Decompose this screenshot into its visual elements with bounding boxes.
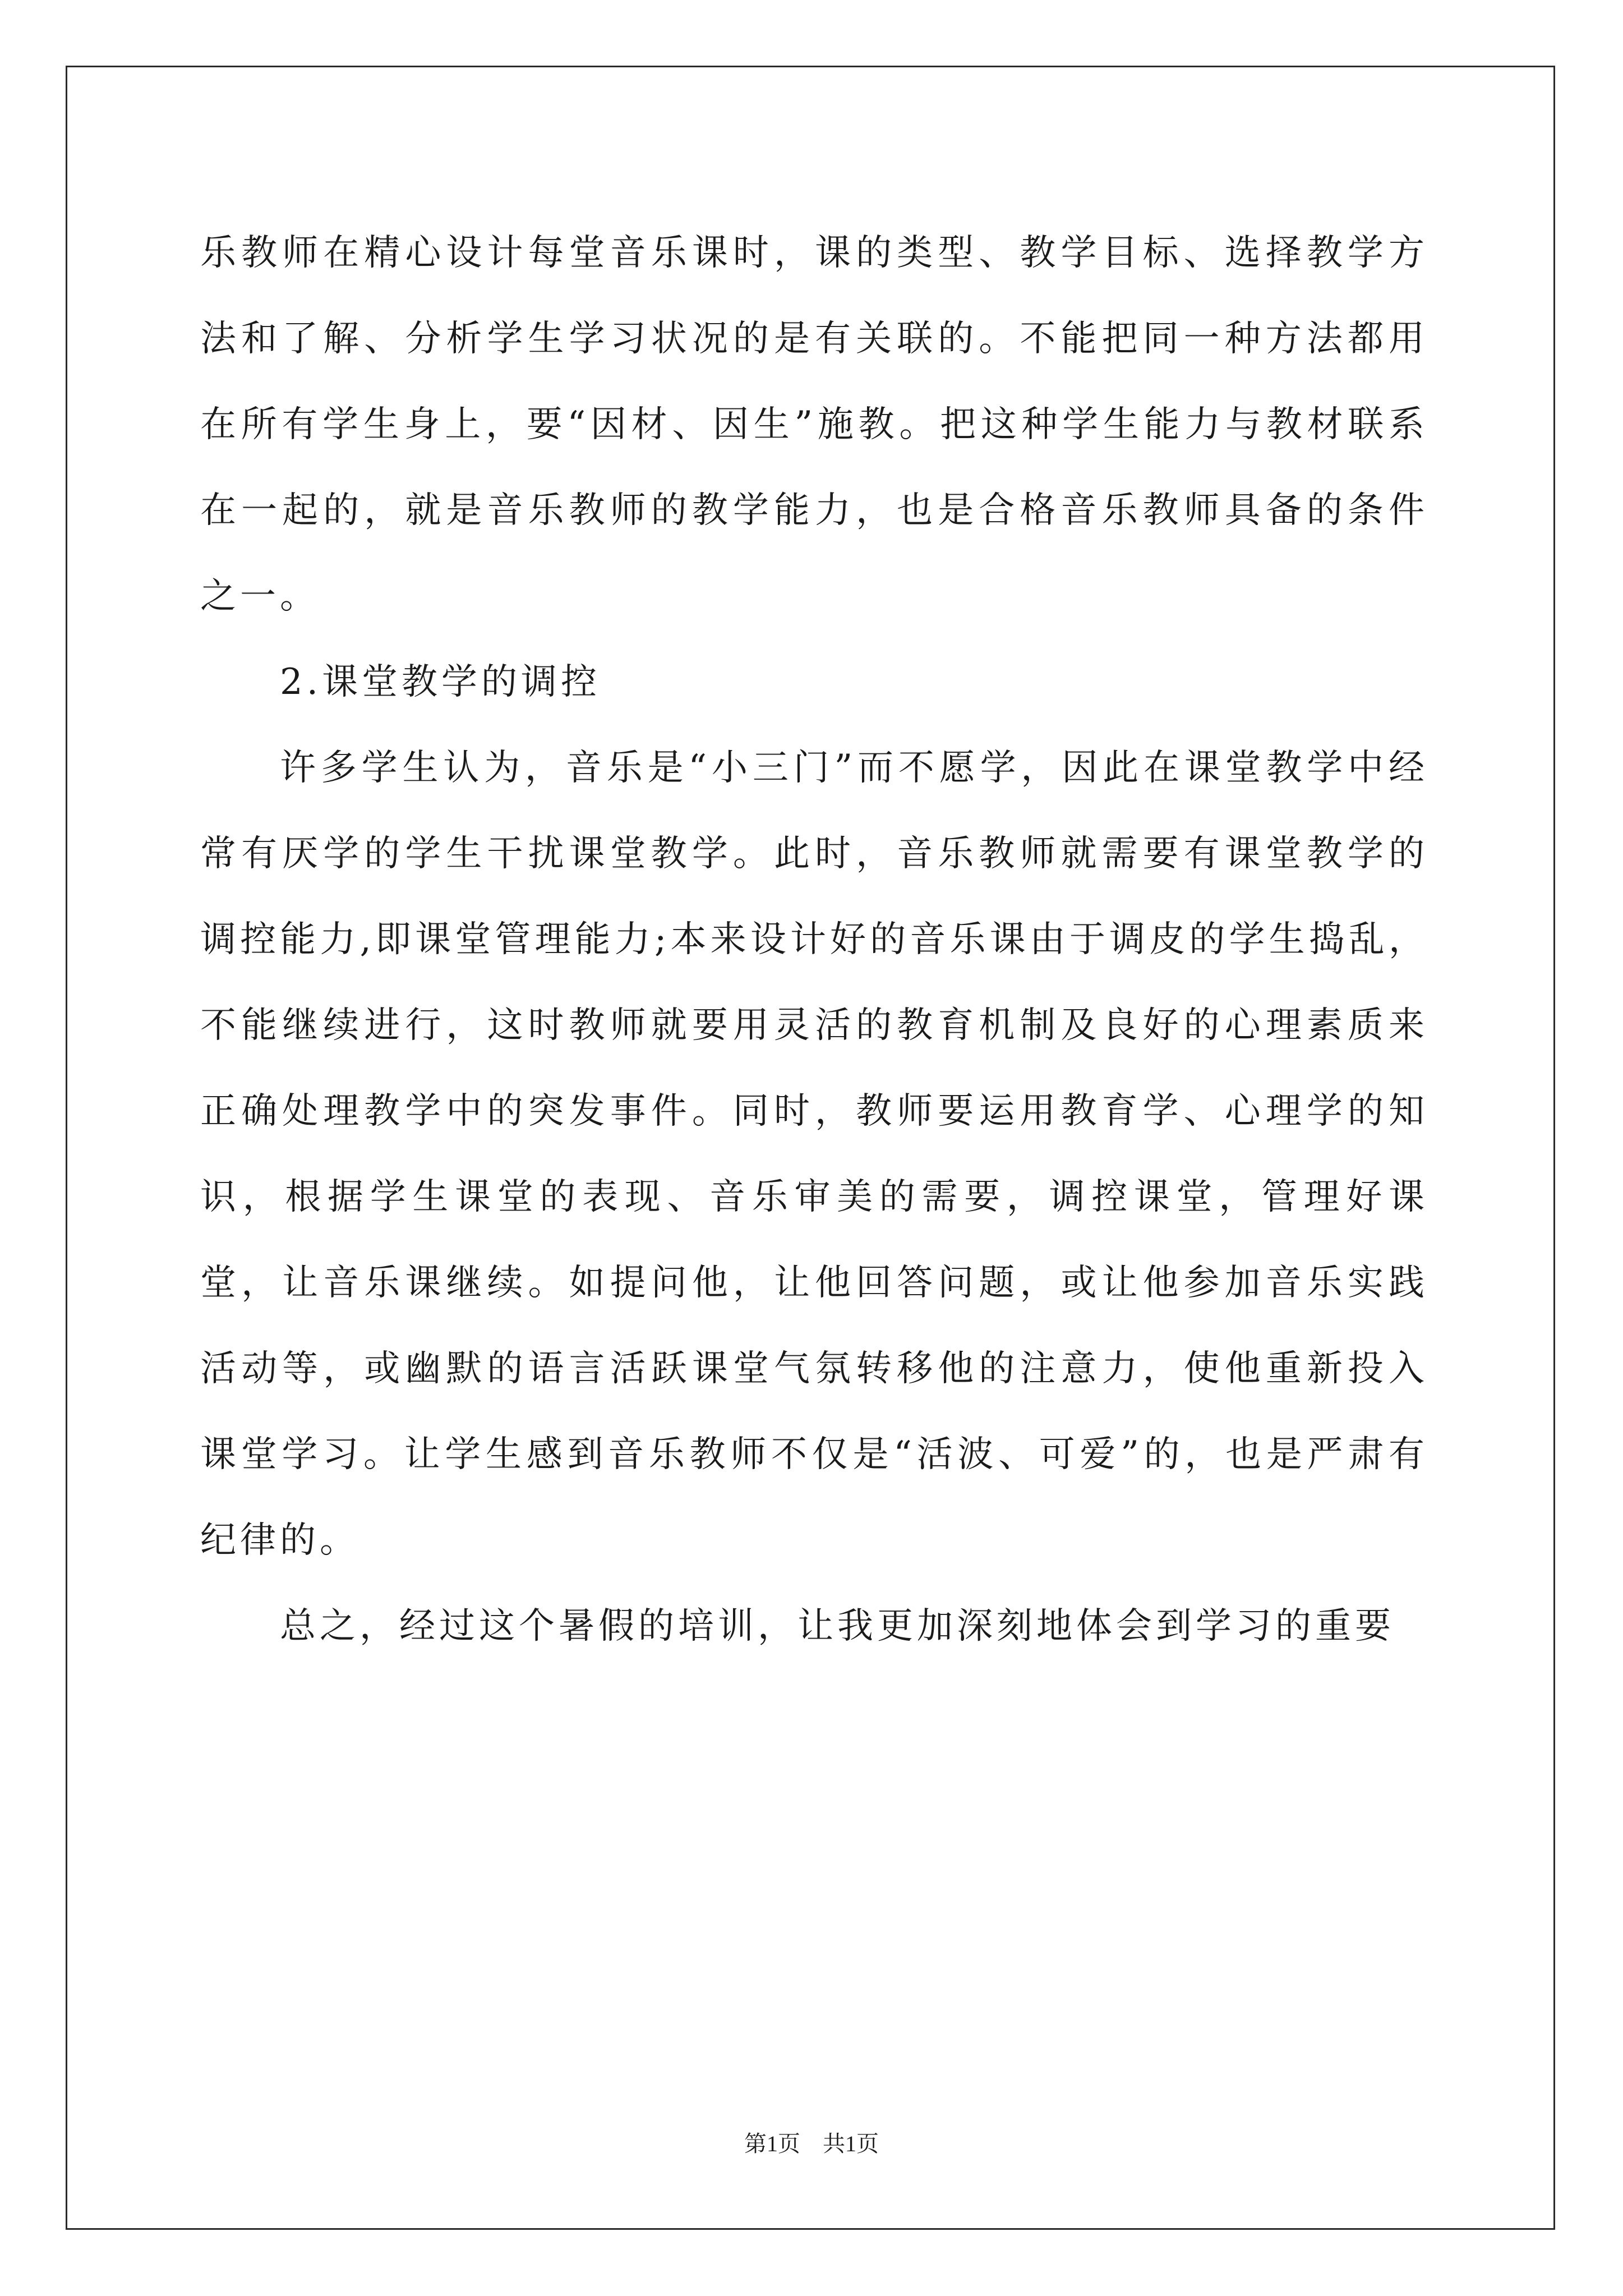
page-total: 共1页 bbox=[823, 2131, 879, 2156]
paragraph-1: 乐教师在精心设计每堂音乐课时，课的类型、教学目标、选择教学方法和了解、分析学生学习状况的是有关联的。不能把同一种方法都用在所有学生身上，要“因材、因生”施教。把这种学生能力与教材联系在一起的，就是音乐教师的教学能力，也是合格音乐教师具备的条件之一。 bbox=[200, 232, 1428, 617]
document-body bbox=[200, 210, 1428, 1669]
section-heading: 2.课堂教学的调控 bbox=[280, 661, 601, 703]
paragraph-3: 总之，经过这个暑假的培训，让我更加深刻地体会到学习的重要 bbox=[280, 1605, 1395, 1647]
page-number: 第1页 bbox=[744, 2131, 800, 2156]
page-footer bbox=[0, 2126, 1623, 2158]
paragraph-2: 许多学生认为，音乐是“小三门”而不愿学，因此在课堂教学中经常有厌学的学生干扰课堂教学。此时，音乐教师就需要有课堂教学的调控能力,即课堂管理能力;本来设计好的音乐课由于调皮的学生捣乱，不能继续进行，这时教师就要用灵活的教育机制及良好的心理素质来正确处理教学中的突发事件。同时，教师要运用教育学、心理学的知识，根据学生课堂的表现、音乐审美的需要，调控课堂，管理好课堂，让音乐课继续。如提问他，让他回答问题，或让他参加音乐实践活动等，或幽默的语言活跃课堂气氛转移他的注意力，使他重新投入课堂学习。让学生感到音乐教师不仅是“活波、可爱”的，也是严肃有纪律的。 bbox=[200, 747, 1428, 1561]
